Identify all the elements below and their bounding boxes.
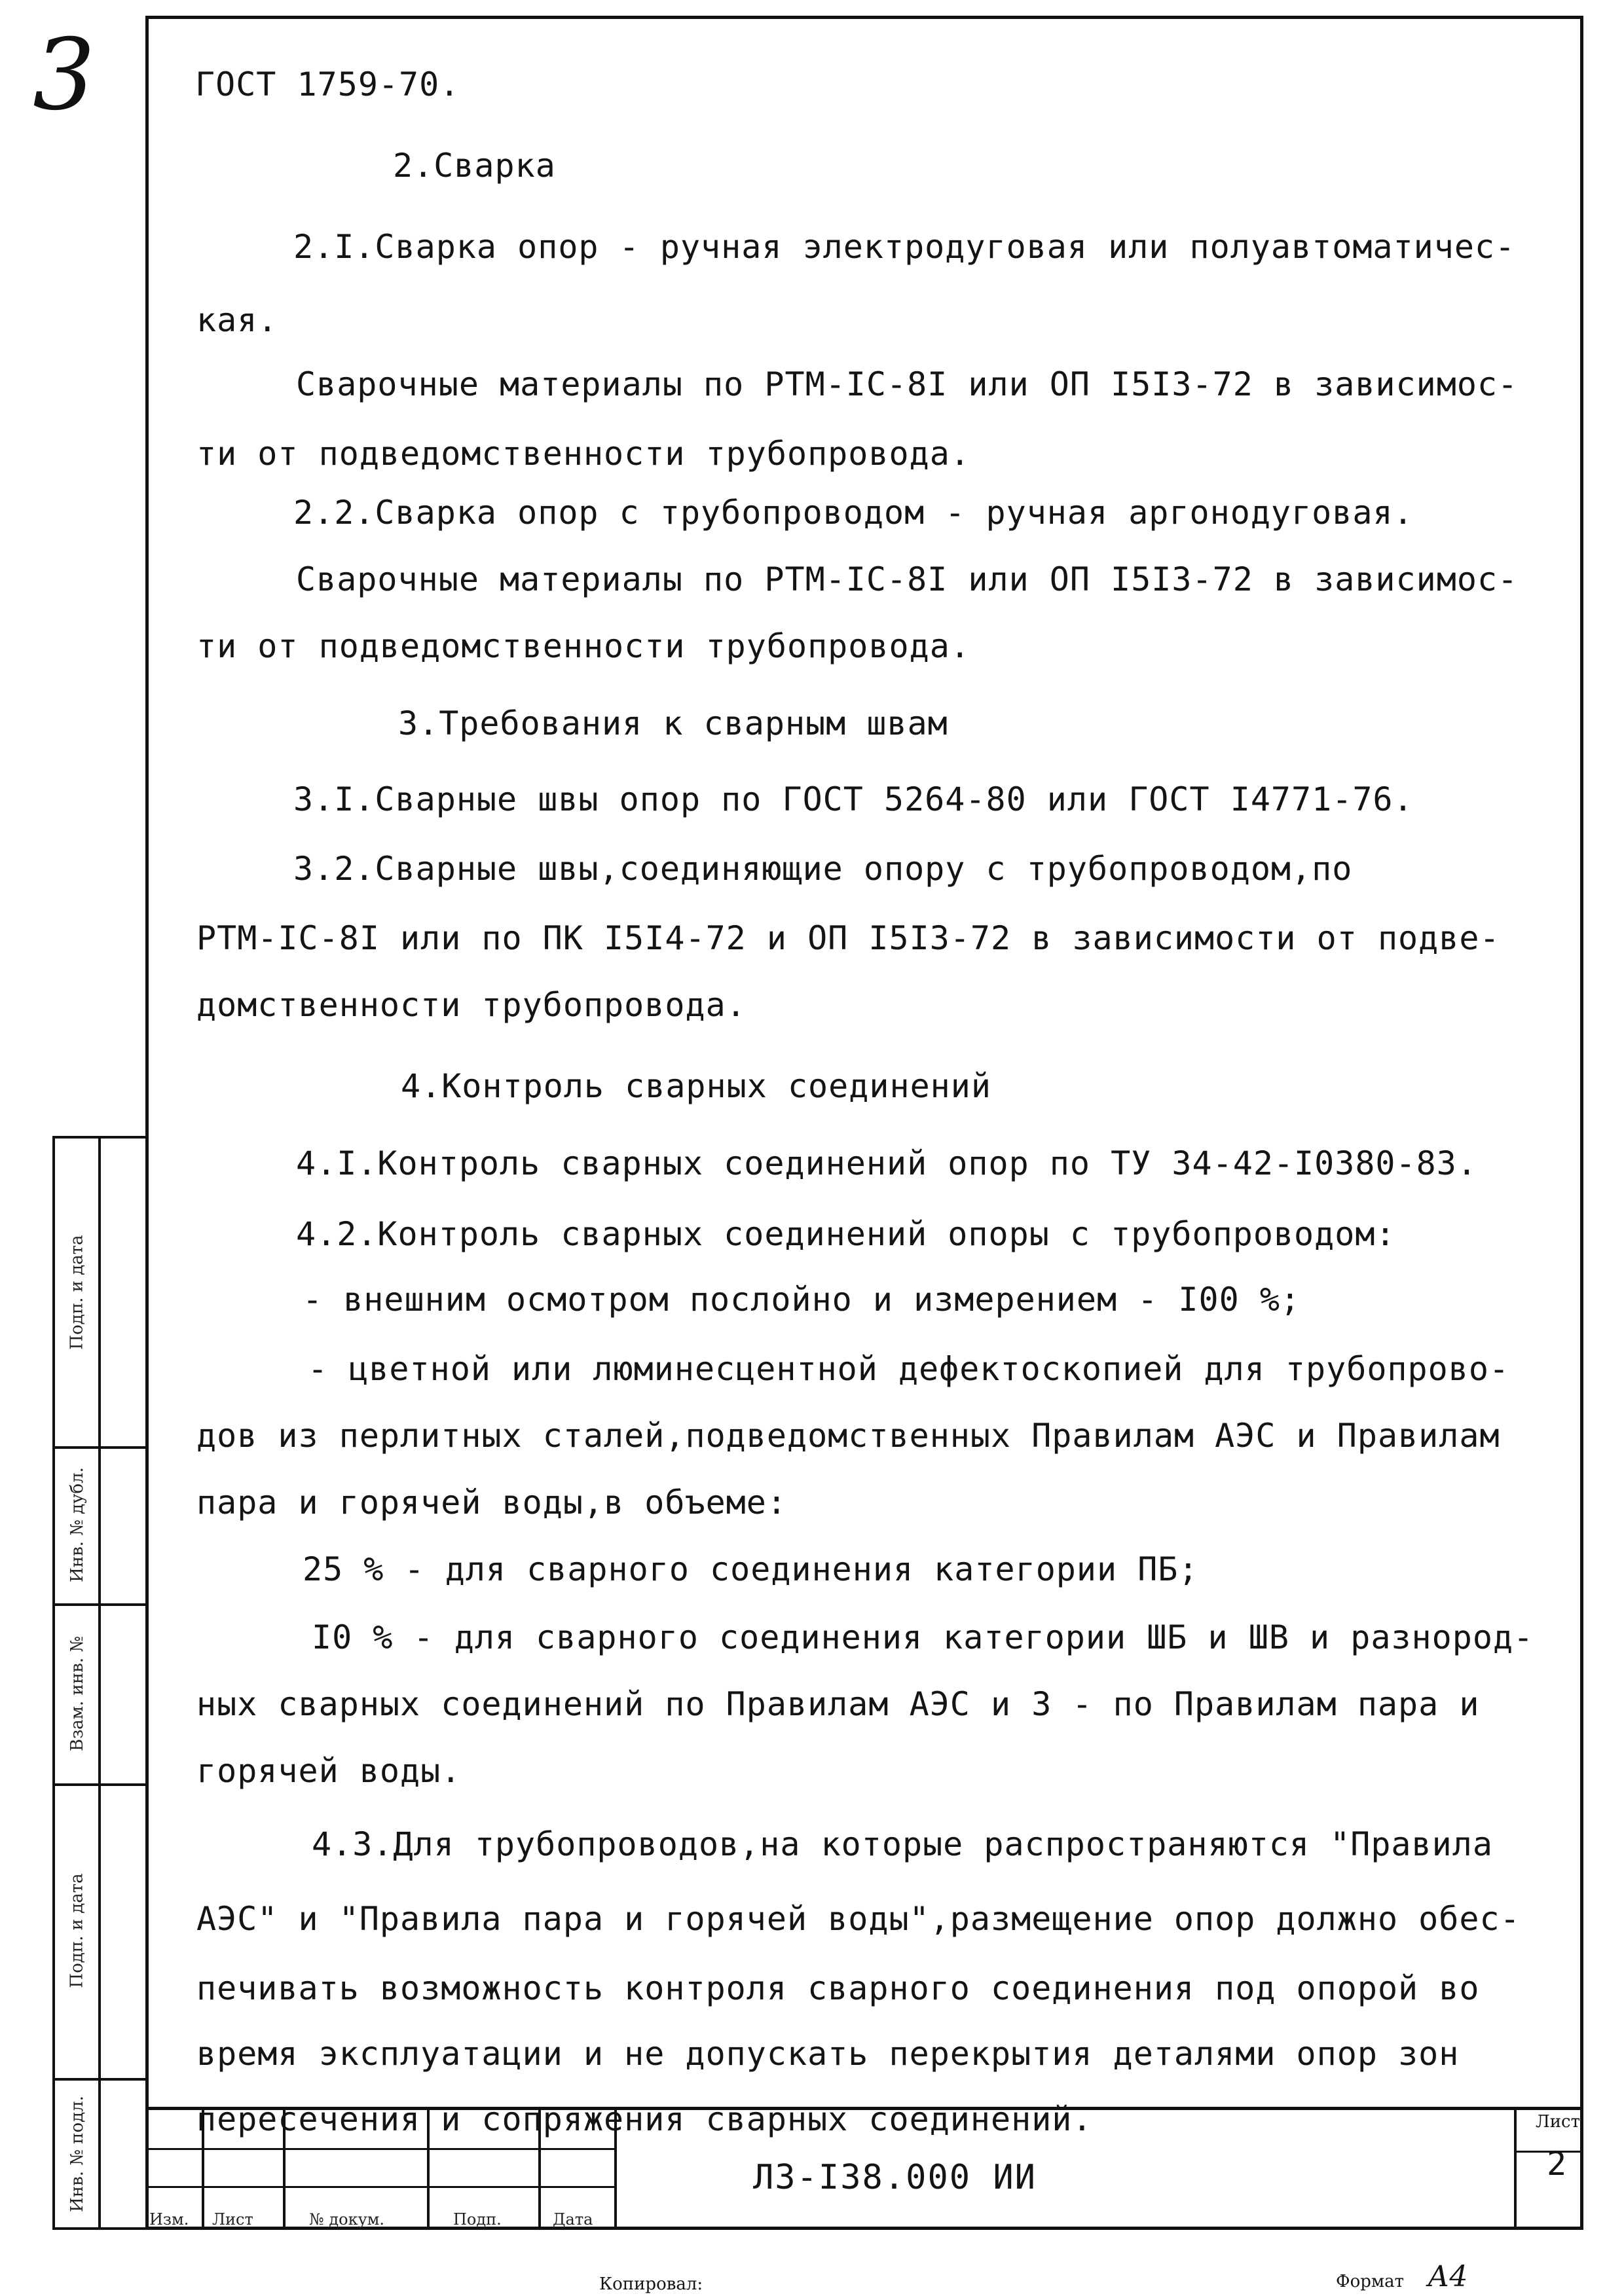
paragraph-line: 3.I.Сварные швы опор по ГОСТ 5264-80 или ГОСТ I4771-76. (293, 780, 1414, 818)
paragraph-line: 4.I.Контроль сварных соединений опор по ТУ 34-42-I0380-83. (296, 1144, 1477, 1182)
format-label: Формат (1336, 2272, 1404, 2291)
paragraph-line: домственности трубопровода. (196, 986, 747, 1024)
paragraph-line: 4.3.Для трубопроводов,на которые распространяются "Правила (312, 1825, 1493, 1863)
paragraph-line: пара и горячей воды,в объеме: (196, 1484, 787, 1522)
paragraph-line: 3.2.Сварные швы,соединяющие опору с трубопроводом,по (293, 850, 1353, 888)
title-block-vline (1514, 2110, 1517, 2230)
format-value: А4 (1428, 2260, 1468, 2293)
strip-label-orig-inv: Инв. № подл. (67, 2096, 87, 2212)
title-block-vline (202, 2110, 204, 2230)
caption-doc-number: № докум. (309, 2210, 384, 2229)
paragraph-line: дов из перлитных сталей,подведомственных Правилам АЭС и Правилам (196, 1417, 1500, 1455)
paragraph-line: горячей воды. (196, 1752, 462, 1790)
caption-signature: Подп. (453, 2210, 502, 2229)
list-item: - цветной или люминесцентной дефектоскопией для трубопрово- (308, 1350, 1510, 1388)
paragraph-line: печивать возможность контроля сварного соединения под опорой во (196, 1969, 1480, 2007)
paragraph-line: ти от подведомственности трубопровода. (196, 435, 970, 473)
paragraph-line: РТМ-IС-8I или по ПК I5I4-72 и ОП I5I3-72 в зависимости от подве- (196, 919, 1500, 957)
paragraph-line: время эксплуатации и не допускать перекрытия деталями опор зон (196, 2035, 1460, 2073)
section-heading-control: 4.Контроль сварных соединений (401, 1067, 991, 1105)
title-block-vline (427, 2110, 430, 2230)
list-item: 25 % - для сварного соединения категории ПБ; (303, 1550, 1199, 1588)
sheet-label: Лист (1536, 2112, 1580, 2132)
copied-by-label: Копировал: (599, 2274, 703, 2294)
paragraph-line: АЭС" и "Правила пара и горячей воды",размещение опор должно обес- (196, 1900, 1521, 1938)
paragraph-line: Сварочные материалы по РТМ-IС-8I или ОП I5I3-72 в зависимос- (296, 365, 1519, 403)
paragraph-line: Сварочные материалы по РТМ-IС-8I или ОП I5I3-72 в зависимос- (296, 560, 1519, 598)
title-block-vline (614, 2110, 617, 2230)
caption-revision: Изм. (149, 2210, 189, 2229)
strip-label-dup-inv: Инв. № дубл. (67, 1467, 87, 1582)
strip-label-sign-date: Подп. и дата (67, 1235, 87, 1350)
title-block-hline (145, 2186, 614, 2188)
paragraph-line: 2.I.Сварка опор - ручная электродуговая или полуавтоматичес- (293, 228, 1516, 266)
section-heading-welding: 2.Сварка (393, 147, 556, 185)
title-block-vline (283, 2110, 286, 2230)
list-item: - внешним осмотром послойно и измерением - I00 %; (303, 1281, 1301, 1319)
standard-reference: ГОСТ 1759-70. (195, 65, 460, 103)
section-heading-requirements: 3.Требования к сварным швам (398, 704, 948, 742)
paragraph-line: 2.2.Сварка опор с трубопроводом - ручная аргонодуговая. (293, 494, 1414, 532)
strip-label-replace-inv: Взам. инв. № (67, 1635, 88, 1751)
caption-date: Дата (553, 2210, 593, 2229)
title-block-vline (538, 2110, 541, 2230)
title-block-hline (145, 2148, 614, 2150)
strip-divider (98, 1139, 101, 2227)
list-item: I0 % - для сварного соединения категории ШБ и ШВ и разнород- (312, 1618, 1534, 1656)
document-frame (145, 16, 1583, 2230)
sheet-number: 2 (1547, 2145, 1568, 2183)
caption-sheet: Лист (212, 2210, 253, 2229)
paragraph-line: ти от подведомственности трубопровода. (196, 627, 970, 665)
page-corner-number: 3 (33, 18, 96, 132)
side-stamp-strip (52, 1136, 145, 2230)
paragraph-line: 4.2.Контроль сварных соединений опоры с трубопроводом: (296, 1215, 1396, 1253)
paragraph-line: ных сварных соединений по Правилам АЭС и 3 - по Правилам пара и (196, 1685, 1480, 1723)
paragraph-line: пересечения и сопряжения сварных соединений. (196, 2100, 1093, 2138)
strip-label-sign-date-2: Подп. и дата (67, 1873, 87, 1988)
document-number: ЛЗ-I38.000 ИИ (753, 2158, 1037, 2197)
paragraph-line: кая. (196, 301, 278, 339)
